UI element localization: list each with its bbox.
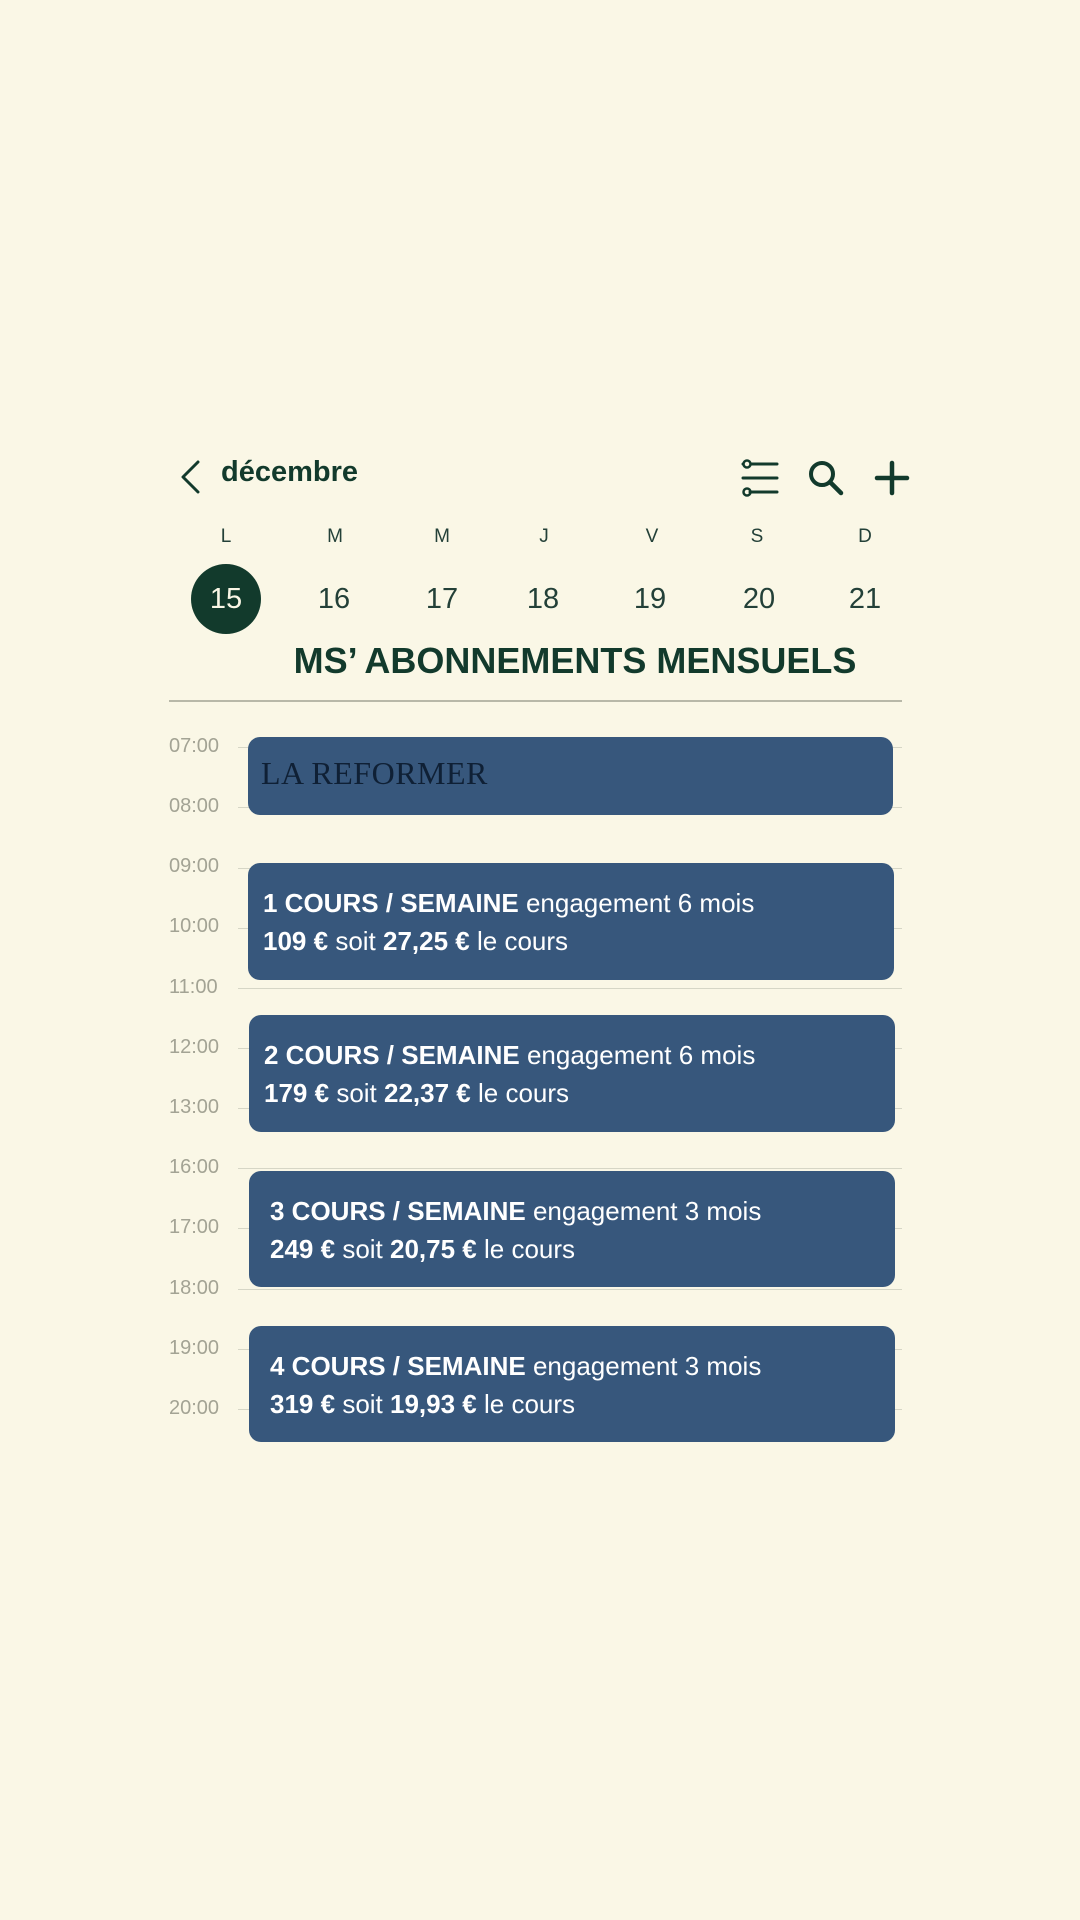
weekday-label: M bbox=[327, 526, 343, 547]
event-title: LA REFORMER bbox=[261, 755, 488, 791]
weekday-label: D bbox=[858, 526, 872, 547]
time-label: 20:00 bbox=[169, 1397, 220, 1419]
filter-sliders-icon bbox=[740, 458, 780, 498]
plan-suffix: le cours bbox=[484, 1389, 576, 1419]
time-label: 13:00 bbox=[169, 1096, 220, 1118]
plan-suffix: le cours bbox=[484, 1234, 576, 1264]
day-17[interactable]: 17 bbox=[425, 583, 459, 615]
plan-card-2[interactable] bbox=[249, 1015, 895, 1132]
add-button[interactable] bbox=[872, 458, 912, 498]
time-label: 10:00 bbox=[169, 915, 220, 937]
day-18[interactable]: 18 bbox=[526, 583, 560, 615]
plan-name: 3 COURS / SEMAINE bbox=[270, 1196, 526, 1226]
time-label: 16:00 bbox=[169, 1156, 220, 1178]
month-title[interactable]: décembre bbox=[221, 456, 359, 488]
plan-soit: soit bbox=[342, 1234, 383, 1264]
plan-price: 319 € bbox=[270, 1389, 336, 1419]
time-label: 19:00 bbox=[169, 1337, 220, 1359]
plan-per-class: 19,93 € bbox=[390, 1389, 477, 1419]
search-icon bbox=[806, 458, 846, 498]
plan-price: 179 € bbox=[264, 1078, 330, 1108]
plus-icon bbox=[872, 458, 912, 498]
plan-soit: soit bbox=[335, 926, 376, 956]
section-title: MS’ ABONNEMENTS MENSUELS bbox=[293, 640, 857, 681]
plan-engagement: engagement 3 mois bbox=[532, 1351, 762, 1381]
weekday-label: V bbox=[645, 526, 659, 547]
day-21[interactable]: 21 bbox=[848, 583, 882, 615]
plan-per-class: 27,25 € bbox=[383, 926, 470, 956]
time-label: 08:00 bbox=[169, 795, 220, 817]
plan-soit: soit bbox=[342, 1389, 383, 1419]
time-label: 17:00 bbox=[169, 1216, 220, 1238]
plan-per-class: 22,37 € bbox=[384, 1078, 471, 1108]
day-20[interactable]: 20 bbox=[742, 583, 776, 615]
weekday-label: J bbox=[539, 526, 549, 547]
day-16[interactable]: 16 bbox=[317, 583, 351, 615]
event-card-la-reformer[interactable] bbox=[248, 737, 893, 815]
plan-soit: soit bbox=[336, 1078, 377, 1108]
chevron-left-icon bbox=[178, 460, 204, 494]
plan-engagement: engagement 6 mois bbox=[526, 1040, 756, 1070]
time-label: 12:00 bbox=[169, 1036, 220, 1058]
plan-engagement: engagement 3 mois bbox=[532, 1196, 762, 1226]
weekday-label: M bbox=[434, 526, 450, 547]
hour-line bbox=[238, 988, 902, 989]
time-label: 07:00 bbox=[169, 735, 220, 757]
hour-line bbox=[238, 1289, 902, 1290]
divider bbox=[169, 700, 902, 702]
plan-suffix: le cours bbox=[477, 926, 569, 956]
plan-name: 4 COURS / SEMAINE bbox=[270, 1351, 526, 1381]
plan-card-1[interactable] bbox=[248, 863, 894, 980]
plan-engagement: engagement 6 mois bbox=[525, 888, 755, 918]
plan-card-4[interactable] bbox=[249, 1326, 895, 1442]
plan-price: 109 € bbox=[263, 926, 329, 956]
back-button[interactable] bbox=[178, 460, 204, 494]
time-label: 11:00 bbox=[169, 976, 218, 998]
filter-button[interactable] bbox=[740, 458, 780, 498]
plan-name: 1 COURS / SEMAINE bbox=[263, 888, 519, 918]
search-button[interactable] bbox=[806, 458, 846, 498]
plan-per-class: 20,75 € bbox=[390, 1234, 477, 1264]
time-label: 09:00 bbox=[169, 855, 220, 877]
weekday-label: L bbox=[220, 526, 232, 547]
weekday-label: S bbox=[750, 526, 764, 547]
plan-name: 2 COURS / SEMAINE bbox=[264, 1040, 520, 1070]
hour-line bbox=[238, 1168, 902, 1169]
plan-price: 249 € bbox=[270, 1234, 336, 1264]
day-19[interactable]: 19 bbox=[633, 583, 667, 615]
time-label: 18:00 bbox=[169, 1277, 220, 1299]
plan-suffix: le cours bbox=[478, 1078, 570, 1108]
day-15-selected[interactable]: 15 bbox=[191, 564, 261, 634]
plan-card-3[interactable] bbox=[249, 1171, 895, 1287]
